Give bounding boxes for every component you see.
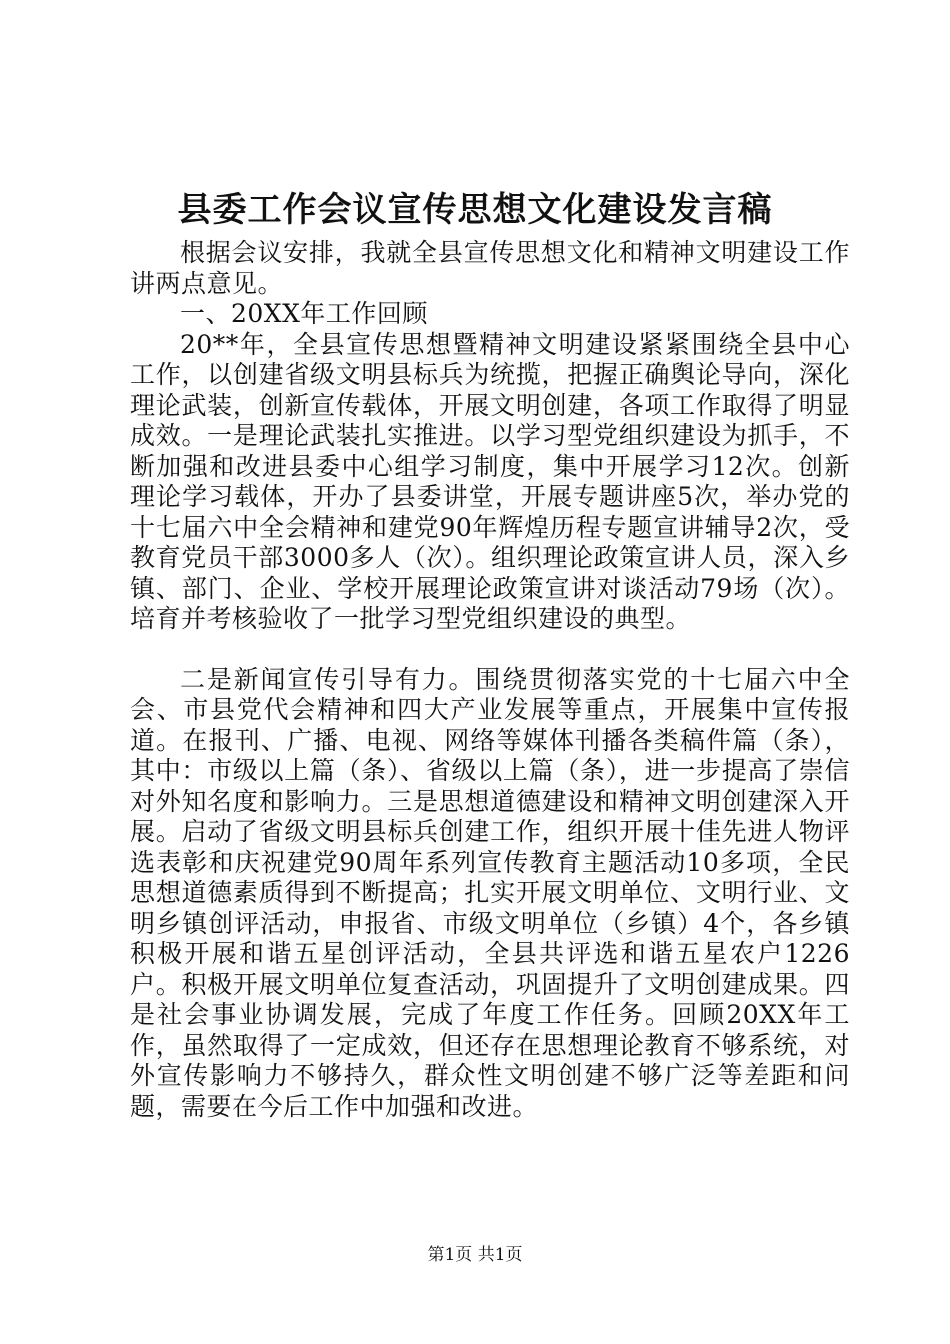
document-body	[130, 238, 850, 1122]
section-heading: 一、20XX年工作回顾	[180, 299, 428, 328]
intro-paragraph: 根据会议安排，我就全县宣传思想文化和精神文明建设工作讲两点意见。	[130, 238, 850, 298]
review-paragraph: 20**年，全县宣传思想暨精神文明建设紧紧围绕全县中心工作，以创建省级文明县标兵为统揽，把握正确舆论导向，深化理论武装，创新宣传载体，开展文明创建，各项工作取得了明显成效。一是理论武装扎实推进。以学习型党组织建设为抓手，不断加强和改进县委中心组学习制度，集中开展学习12次。创新理论学习载体，开办了县委讲堂，开展专题讲座5次，举办党的十七届六中全会精神和建党90年辉煌历程专题宣讲辅导2次，受教育党员干部3000多人（次）。组织理论政策宣讲人员，深入乡镇、部门、企业、学校开展理论政策宣讲对谈活动79场（次）。培育并考核验收了一批学习型党组织建设的典型。	[130, 329, 850, 633]
document-title: 县委工作会议宣传思想文化建设发言稿	[177, 190, 773, 230]
page-number: 第1页 共1页	[427, 1245, 523, 1265]
publicity-paragraph: 二是新闻宣传引导有力。围绕贯彻落实党的十七届六中全会、市县党代会精神和四大产业发展等重点，开展集中宣传报道。在报刊、广播、电视、网络等媒体刊播各类稿件篇（条），其中：市级以上篇（条）、省级以上篇（条），进一步提高了崇信对外知名度和影响力。三是思想道德建设和精神文明创建深入开展。启动了省级文明县标兵创建工作，组织开展十佳先进人物评选表彰和庆祝建党90周年系列宣传教育主题活动10多项，全民思想道德素质得到不断提高；扎实开展文明单位、文明行业、文明乡镇创评活动，申报省、市级文明单位（乡镇）4个，各乡镇积极开展和谐五星创评活动，全县共评选和谐五星农户1226户。积极开展文明单位复查活动，巩固提升了文明创建成果。四是社会事业协调发展，完成了年度工作任务。回顾20XX年工作，虽然取得了一定成效，但还存在思想理论教育不够系统，对外宣传影响力不够持久，群众性文明创建不够广泛等差距和问题，需要在今后工作中加强和改进。	[130, 664, 850, 1121]
